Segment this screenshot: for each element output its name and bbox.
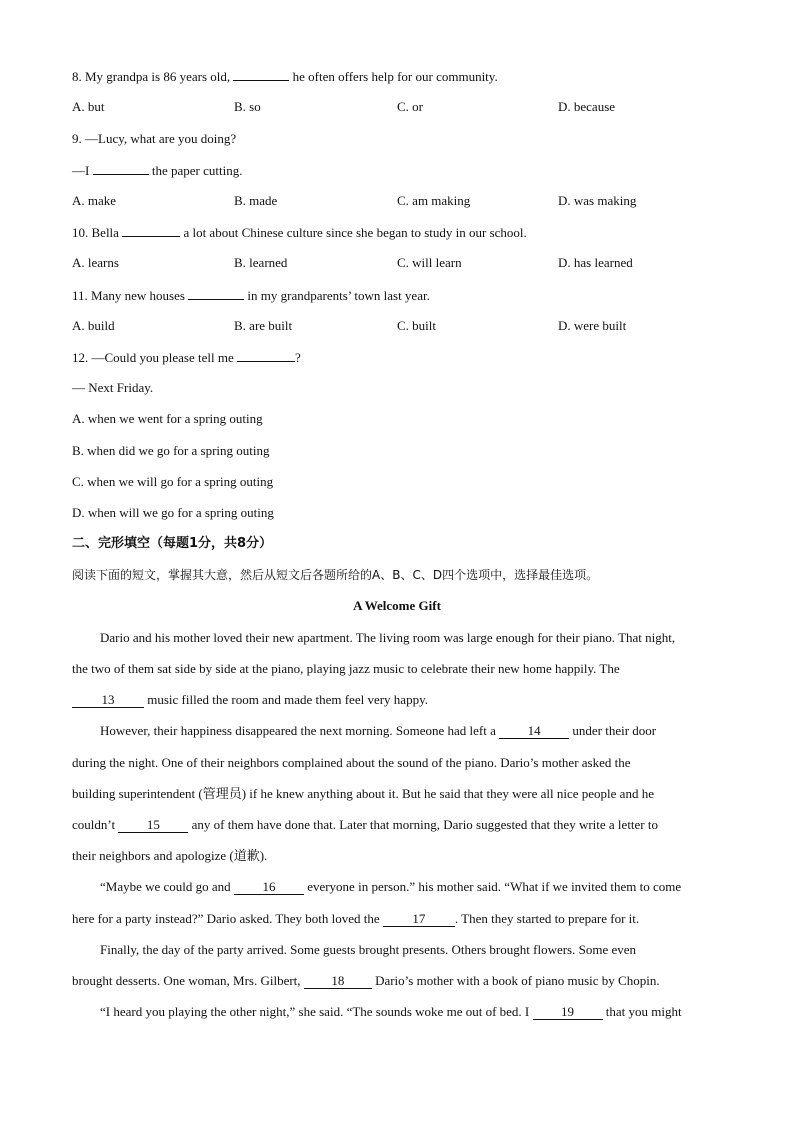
option-a: A. when we went for a spring outing bbox=[72, 411, 263, 426]
question-10-stem: 10. Bella a lot about Chinese culture since she began to study in our school. bbox=[72, 225, 527, 240]
question-8-options bbox=[72, 99, 732, 115]
question-12-line2: — Next Friday. bbox=[72, 380, 154, 395]
option-a: A. build bbox=[72, 318, 115, 333]
option-b: B. when did we go for a spring outing bbox=[72, 443, 270, 458]
numbered-blank-18: 18 bbox=[304, 974, 372, 989]
passage-title: A Welcome Gift bbox=[353, 598, 441, 613]
passage-line: building superintendent (管理员) if he knew anything about it. But he said that they were all nice people and he bbox=[72, 786, 654, 801]
numbered-blank-15: 15 bbox=[118, 818, 188, 833]
section-instruction: 阅读下面的短文，掌握其大意，然后从短文后各题所给的A、B、C、D四个选项中，选择最佳选项。 bbox=[72, 568, 599, 582]
passage-line: Finally, the day of the party arrived. Some guests brought presents. Others brought flowers. Some even bbox=[100, 942, 637, 957]
option-d: D. because bbox=[558, 99, 616, 114]
passage-line: 13 music filled the room and made them feel very happy. bbox=[72, 692, 724, 708]
passage-line: “Maybe we could go and 16 everyone in person.” his mother said. “What if we invited them to come bbox=[100, 879, 682, 894]
passage-line: their neighbors and apologize (道歉). bbox=[72, 848, 268, 863]
option-b: B. are built bbox=[234, 318, 293, 333]
section-heading: 二、完形填空（每题1分，共8分） bbox=[72, 536, 273, 551]
numbered-blank-19: 19 bbox=[533, 1005, 603, 1020]
passage-line: However, their happiness disappeared the next morning. Someone had left a 14 under their door bbox=[100, 723, 657, 738]
option-b: B. so bbox=[234, 99, 261, 114]
answer-blank bbox=[122, 224, 180, 237]
answer-blank bbox=[188, 287, 244, 300]
option-b: B. learned bbox=[234, 255, 288, 270]
passage-line: “I heard you playing the other night,” she said. “The sounds woke me out of bed. I 19 that you might bbox=[100, 1004, 682, 1019]
option-c: C. built bbox=[397, 318, 437, 333]
option-a: A. but bbox=[72, 99, 105, 114]
passage-line: here for a party instead?” Dario asked. They both loved the 17 . Then they started to prepare for it. bbox=[72, 911, 640, 926]
answer-blank bbox=[237, 349, 295, 362]
question-10-options bbox=[72, 255, 732, 271]
passage-line: Dario and his mother loved their new apartment. The living room was large enough for their piano. That night, bbox=[100, 630, 676, 645]
passage-line: brought desserts. One woman, Mrs. Gilbert, 18 Dario’s mother with a book of piano music by Chopin. bbox=[72, 973, 660, 988]
option-c: C. or bbox=[397, 99, 423, 114]
option-b: B. made bbox=[234, 193, 278, 208]
option-d: D. were built bbox=[558, 318, 627, 333]
question-11-options bbox=[72, 318, 732, 334]
question-8-stem: 8. My grandpa is 86 years old, he often offers help for our community. bbox=[72, 69, 498, 84]
option-c: C. will learn bbox=[397, 255, 462, 270]
numbered-blank-16: 16 bbox=[234, 880, 304, 895]
question-9-options bbox=[72, 193, 732, 209]
option-a: A. make bbox=[72, 193, 117, 208]
option-d: D. when will we go for a spring outing bbox=[72, 505, 274, 520]
option-d: D. has learned bbox=[558, 255, 633, 270]
passage-line: during the night. One of their neighbors complained about the sound of the piano. Dario’s mother asked the bbox=[72, 755, 631, 770]
numbered-blank-13: 13 bbox=[72, 693, 144, 708]
numbered-blank-14: 14 bbox=[499, 724, 569, 739]
answer-blank bbox=[233, 68, 289, 81]
question-11-stem: 11. Many new houses in my grandparents’ town last year. bbox=[72, 288, 430, 303]
option-c: C. when we will go for a spring outing bbox=[72, 474, 274, 489]
question-9-stem: 9. —Lucy, what are you doing? bbox=[72, 131, 237, 146]
passage-line: couldn’t 15 any of them have done that. Later that morning, Dario suggested that they write a letter to bbox=[72, 817, 659, 832]
answer-blank bbox=[93, 162, 149, 175]
numbered-blank-17: 17 bbox=[383, 912, 455, 927]
option-d: D. was making bbox=[558, 193, 637, 208]
question-9-line2: —I the paper cutting. bbox=[72, 163, 243, 178]
passage-line: the two of them sat side by side at the piano, playing jazz music to celebrate their new home happily. The bbox=[72, 661, 620, 676]
option-a: A. learns bbox=[72, 255, 119, 270]
option-c: C. am making bbox=[397, 193, 471, 208]
question-12-stem: 12. —Could you please tell me ? bbox=[72, 350, 301, 365]
